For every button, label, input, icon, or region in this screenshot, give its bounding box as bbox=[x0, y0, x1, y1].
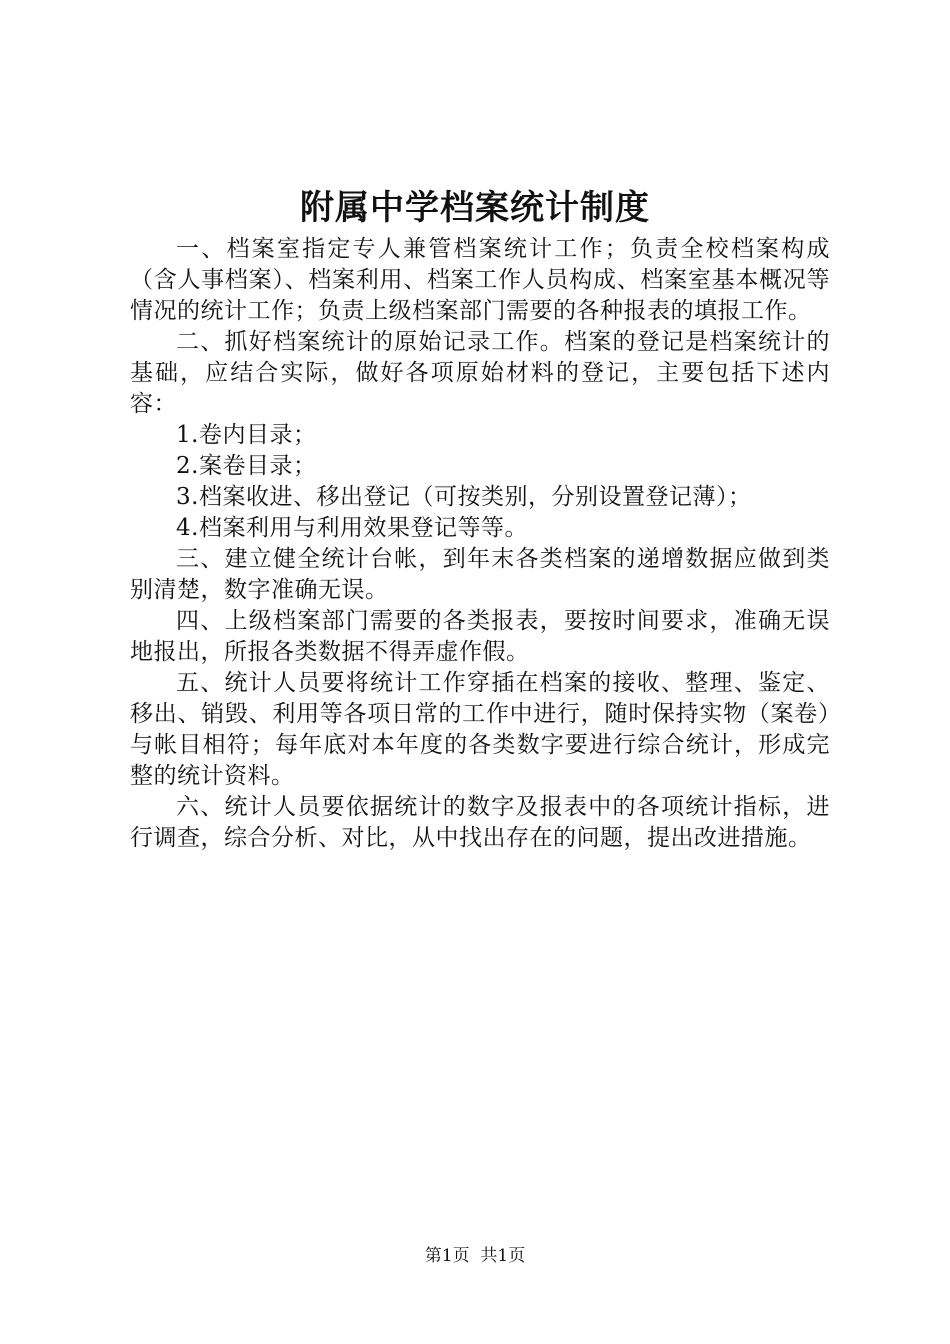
list-item-1: 1.卷内目录； bbox=[176, 422, 317, 448]
document-title: 附属中学档案统计制度 bbox=[300, 188, 650, 228]
paragraph-1: 一、档案室指定专人兼管档案统计工作；负责全校档案构成（含人事档案）、档案利用、档案工作人员构成、档案室基本概况等情况的统计工作；负责上级档案部门需要的各种报表的填报工作。 bbox=[130, 236, 830, 324]
paragraph-2: 二、抓好档案统计的原始记录工作。档案的登记是档案统计的基础，应结合实际，做好各项原始材料的登记，主要包括下述内容： bbox=[130, 329, 830, 417]
list-item-3: 3.档案收进、移出登记（可按类别，分别设置登记薄）； bbox=[176, 484, 752, 510]
list-item-2: 2.案卷目录； bbox=[176, 453, 317, 479]
page-number: 第1页 bbox=[424, 1246, 470, 1266]
paragraph-6: 六、统计人员要依据统计的数字及报表中的各项统计指标，进行调查，综合分析、对比，从中找出存在的问题，提出改进措施。 bbox=[130, 794, 830, 851]
paragraph-3: 三、建立健全统计台帐，到年末各类档案的递增数据应做到类别清楚，数字准确无误。 bbox=[130, 546, 830, 603]
list-item-4: 4.档案利用与利用效果登记等等。 bbox=[176, 515, 528, 541]
document-body bbox=[130, 234, 830, 854]
page-total: 共1页 bbox=[480, 1246, 526, 1266]
page-footer bbox=[0, 1244, 950, 1268]
paragraph-5: 五、统计人员要将统计工作穿插在档案的接收、整理、鉴定、移出、销毁、利用等各项日常的工作中进行，随时保持实物（案卷）与帐目相符；每年底对本年度的各类数字要进行综合统计，形成完整的统计资料。 bbox=[130, 670, 830, 789]
paragraph-4: 四、上级档案部门需要的各类报表，要按时间要求，准确无误地报出，所报各类数据不得弄虚作假。 bbox=[130, 608, 830, 665]
